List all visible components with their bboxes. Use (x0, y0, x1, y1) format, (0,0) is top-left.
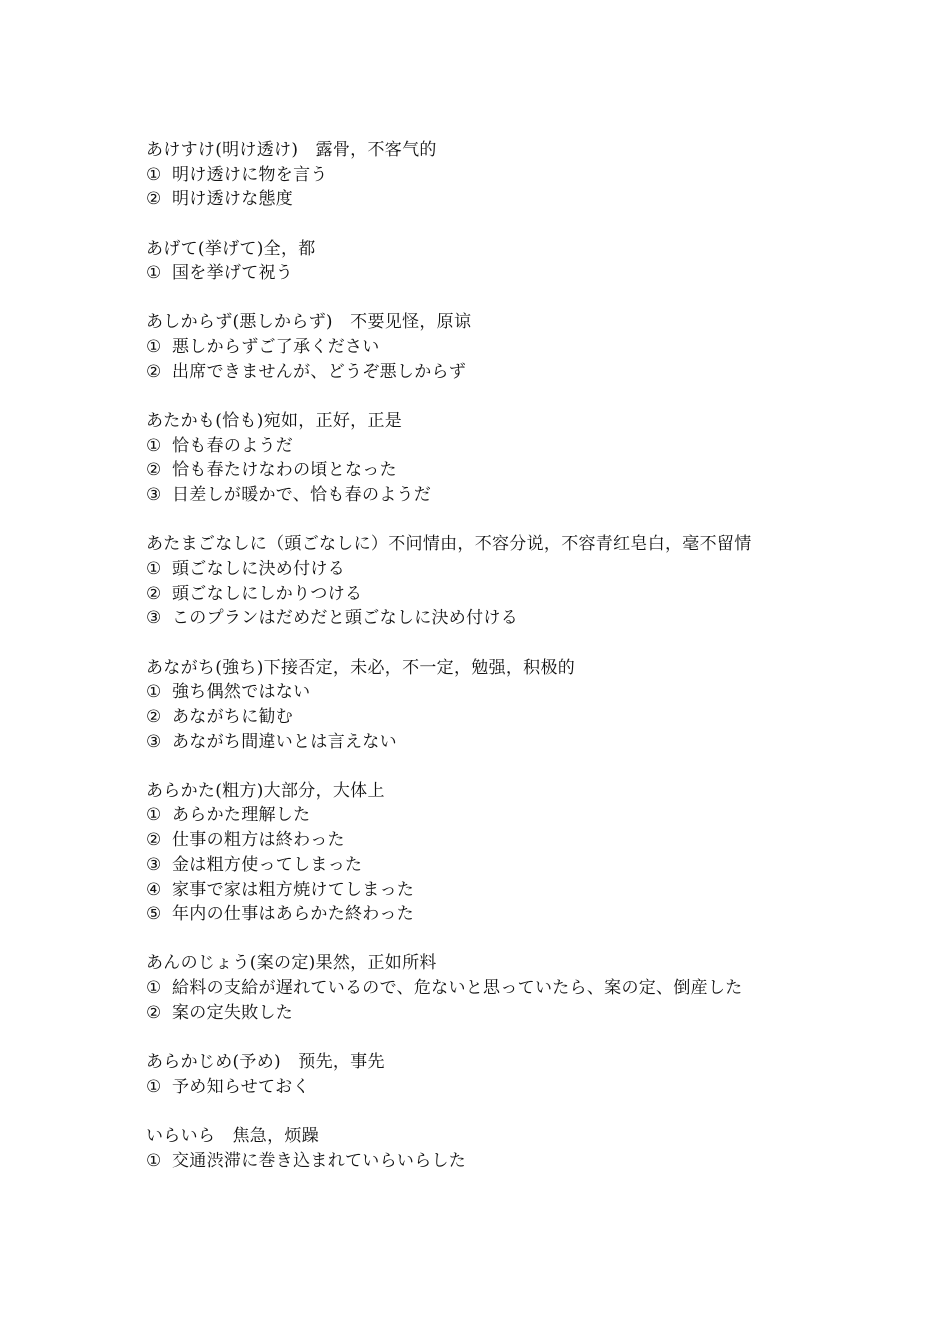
example-text: あながち間違いとは言えない (172, 731, 397, 752)
example-text: 悪しからずご了承ください (172, 337, 380, 358)
example-sentence (146, 582, 826, 607)
example-number: ① (146, 435, 162, 456)
example-number: ① (146, 1150, 162, 1171)
entry-headword: あながち(強ち)下接否定，未必，不一定，勉强，积极的 (146, 657, 576, 678)
example-text: 明け透けに物を言う (172, 164, 328, 185)
example-number: ③ (146, 731, 162, 752)
example-sentence (146, 976, 826, 1001)
example-number: ⑤ (146, 904, 162, 925)
example-number: ④ (146, 879, 162, 900)
vocab-entry (146, 237, 826, 286)
example-number: ① (146, 978, 162, 999)
example-number: ② (146, 189, 162, 210)
example-text: 恰も春たけなわの頃となった (172, 460, 397, 481)
example-number: ② (146, 361, 162, 382)
example-text: 家事で家は粗方焼けてしまった (172, 879, 415, 900)
example-text: 給料の支給が遅れているので、危ないと思っていたら、案の定、倒産した (172, 978, 743, 999)
example-text: 交通渋滞に巻き込まれていらいらした (172, 1150, 467, 1171)
entry-headword: あらかた(粗方)大部分，大体上 (146, 780, 385, 801)
example-sentence (146, 1075, 826, 1100)
example-number: ① (146, 805, 162, 826)
example-sentence (146, 878, 826, 903)
vocab-entry (146, 1050, 826, 1099)
example-number: ③ (146, 608, 162, 629)
example-number: ③ (146, 854, 162, 875)
example-text: 恰も春のようだ (172, 435, 294, 456)
example-text: 金は粗方使ってしまった (172, 854, 363, 875)
example-sentence (146, 1001, 826, 1026)
example-number: ① (146, 682, 162, 703)
document-page (146, 138, 826, 1198)
example-text: 国を挙げて祝う (172, 263, 294, 284)
example-number: ② (146, 1002, 162, 1023)
example-number: ② (146, 460, 162, 481)
entry-headword: あたかも(恰も)宛如，正好，正是 (146, 411, 403, 431)
example-sentence (146, 730, 826, 755)
vocab-entry (146, 656, 826, 755)
example-sentence (146, 458, 826, 483)
example-sentence (146, 187, 826, 212)
example-text: 出席できませんが、どうぞ悪しからず (172, 361, 467, 382)
example-sentence (146, 557, 826, 582)
vocab-entry (146, 409, 826, 508)
example-sentence (146, 606, 826, 631)
entry-headword: あげて(挙げて)全，都 (146, 238, 316, 259)
example-sentence (146, 335, 826, 360)
example-text: あながちに勧む (172, 706, 294, 727)
example-sentence (146, 705, 826, 730)
example-text: 頭ごなしに決め付ける (172, 558, 345, 579)
example-number: ① (146, 558, 162, 579)
vocab-entry (146, 138, 826, 212)
example-text: 案の定失敗した (172, 1002, 294, 1023)
example-number: ② (146, 583, 162, 604)
example-sentence (146, 1149, 826, 1174)
example-text: 明け透けな態度 (172, 189, 294, 210)
example-text: 仕事の粗方は終わった (172, 830, 345, 851)
example-sentence (146, 360, 826, 385)
example-number: ② (146, 706, 162, 727)
example-sentence (146, 163, 826, 188)
example-text: 頭ごなしにしかりつける (172, 583, 363, 604)
example-sentence (146, 853, 826, 878)
example-number: ① (146, 263, 162, 284)
example-sentence (146, 828, 826, 853)
example-sentence (146, 261, 826, 286)
entry-headword: あしからず(悪しからず) 不要见怪，原谅 (146, 312, 472, 333)
entry-headword: あんのじょう(案の定)果然，正如所料 (146, 953, 437, 974)
entry-headword: あたまごなしに（頭ごなしに）不问情由，不容分说，不容青红皂白，毫不留情 (146, 534, 752, 555)
entry-headword: あらかじめ(予め) 预先，事先 (146, 1051, 385, 1072)
example-text: あらかた理解した (172, 805, 311, 826)
example-text: 強ち偶然ではない (172, 682, 311, 703)
example-text: 年内の仕事はあらかた終わった (172, 904, 415, 925)
example-number: ③ (146, 485, 162, 506)
example-number: ① (146, 164, 162, 185)
example-number: ① (146, 1076, 162, 1097)
example-number: ② (146, 830, 162, 851)
vocab-entry (146, 310, 826, 384)
vocab-entry (146, 951, 826, 1025)
example-number: ① (146, 337, 162, 358)
example-text: このプランはだめだと頭ごなしに決め付ける (172, 608, 518, 629)
example-text: 日差しが暖かで、恰も春のようだ (172, 485, 432, 506)
example-sentence (146, 803, 826, 828)
vocab-entry (146, 1124, 826, 1173)
example-sentence (146, 680, 826, 705)
vocab-entry (146, 532, 826, 631)
example-text: 予め知らせておく (172, 1076, 310, 1097)
example-sentence (146, 483, 826, 508)
example-sentence (146, 434, 826, 459)
vocab-entry (146, 779, 826, 927)
entry-headword: あけすけ(明け透け) 露骨，不客气的 (146, 140, 437, 160)
example-sentence (146, 902, 826, 927)
entry-headword: いらいら 焦急，烦躁 (146, 1125, 319, 1146)
